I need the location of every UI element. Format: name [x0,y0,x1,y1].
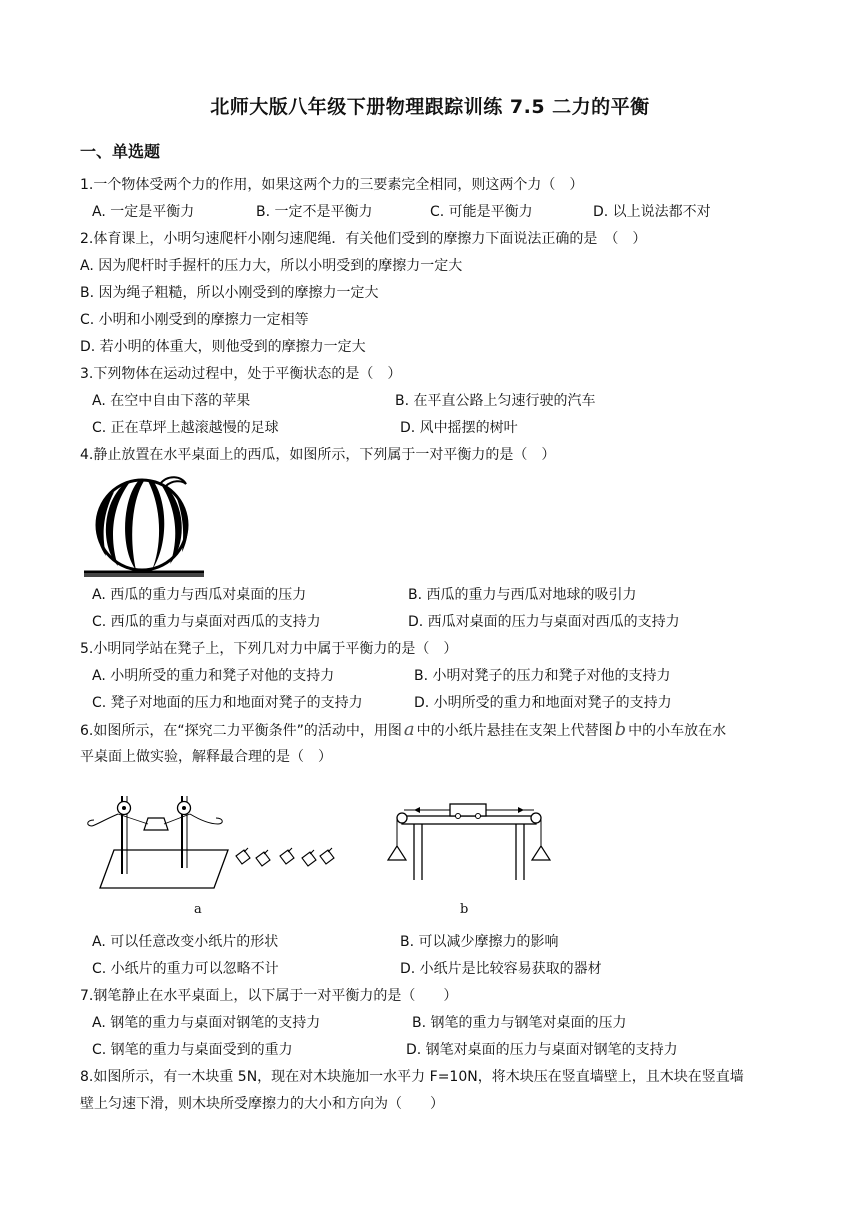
question-5-stem: 5.小明同学站在凳子上，下列几对力中属于平衡力的是（ ） [80,641,458,657]
question-6-stem-part-3: 中的小车放在水 [628,723,727,739]
question-8-stem-line-1: 8.如图所示，有一木块重 5N，现在对木块施加一水平力 F=10N，将木块压在竖直墙壁上，且木块在竖直墙 [80,1069,744,1085]
question-4-option-a: A. 西瓜的重力与西瓜对桌面的压力 [92,587,307,603]
section-heading: 一、单选题 [80,142,161,161]
question-7-option-a: A. 钢笔的重力与桌面对钢笔的支持力 [92,1015,321,1031]
question-4-stem: 4.静止放置在水平桌面上的西瓜，如图所示，下列属于一对平衡力的是（ ） [80,447,556,463]
question-1-option-c: C. 可能是平衡力 [430,204,533,220]
question-2-stem: 2.体育课上，小明匀速爬杆小刚匀速爬绳．有关他们受到的摩擦力下面说法正确的是 （ ） [80,231,647,247]
question-3-option-a: A. 在空中自由下落的苹果 [92,393,251,409]
question-3-option-d: D. 风中摇摆的树叶 [400,420,518,436]
watermelon-figure [82,474,206,578]
figure-b-reference: b [614,719,627,740]
question-5-option-d: D. 小明所受的重力和地面对凳子的支持力 [414,695,672,711]
question-3-option-b: B. 在平直公路上匀速行驶的汽车 [395,393,596,409]
question-6-option-b: B. 可以减少摩擦力的影响 [400,934,559,950]
question-4-option-d: D. 西瓜对桌面的压力与桌面对西瓜的支持力 [408,614,680,630]
question-5-option-a: A. 小明所受的重力和凳子对他的支持力 [92,668,335,684]
question-6-stem-part-2: 中的小纸片悬挂在支架上代替图 [416,723,613,739]
question-3-stem: 3.下列物体在运动过程中，处于平衡状态的是（ ） [80,366,402,382]
figure-a-reference: a [403,719,415,740]
figure-a-caption: a [194,902,202,917]
question-7-option-d: D. 钢笔对桌面的压力与桌面对钢笔的支持力 [406,1042,678,1058]
question-6-option-d: D. 小纸片是比较容易获取的器材 [400,961,602,977]
question-2-option-d: D. 若小明的体重大，则他受到的摩擦力一定大 [80,339,366,355]
question-6-option-c: C. 小纸片的重力可以忽略不计 [92,961,279,977]
page-title: 北师大版八年级下册物理跟踪训练 7.5 二力的平衡 [210,96,650,118]
question-7-stem: 7.钢笔静止在水平桌面上，以下属于一对平衡力的是（ ） [80,988,458,1004]
question-5-option-c: C. 凳子对地面的压力和地面对凳子的支持力 [92,695,363,711]
question-3-option-c: C. 正在草坪上越滚越慢的足球 [92,420,279,436]
question-1-option-d: D. 以上说法都不对 [593,204,711,220]
question-8-stem-line-2: 壁上匀速下滑，则木块所受摩擦力的大小和方向为（ ） [80,1096,444,1112]
question-5-option-b: B. 小明对凳子的压力和凳子对他的支持力 [414,668,671,684]
question-7-option-b: B. 钢笔的重力与钢笔对桌面的压力 [412,1015,627,1031]
figure-b-caption: b [460,902,469,917]
question-4-option-c: C. 西瓜的重力与桌面对西瓜的支持力 [92,614,321,630]
question-2-option-b: B. 因为绳子粗糙，所以小刚受到的摩擦力一定大 [80,285,379,301]
question-1-option-a: A. 一定是平衡力 [92,204,195,220]
question-1-option-b: B. 一定不是平衡力 [256,204,373,220]
question-6-option-a: A. 可以任意改变小纸片的形状 [92,934,279,950]
question-6-stem-part-1: 6.如图所示，在“探究二力平衡条件”的活动中，用图 [80,723,402,739]
cart-on-table-figure [384,790,554,886]
question-2-option-c: C. 小明和小刚受到的摩擦力一定相等 [80,312,309,328]
question-2-option-a: A. 因为爬杆时手握杆的压力大，所以小明受到的摩擦力一定大 [80,258,463,274]
question-7-option-c: C. 钢笔的重力与桌面受到的重力 [92,1042,293,1058]
question-6-stem-line-2: 平桌面上做实验，解释最合理的是（ ） [80,749,332,765]
question-6-stem-line-1 [80,720,726,741]
question-1-stem: 1.一个物体受两个力的作用，如果这两个力的三要素完全相同，则这两个力（ ） [80,177,584,193]
paper-card-apparatus-figure [84,776,346,894]
question-4-option-b: B. 西瓜的重力与西瓜对地球的吸引力 [408,587,637,603]
